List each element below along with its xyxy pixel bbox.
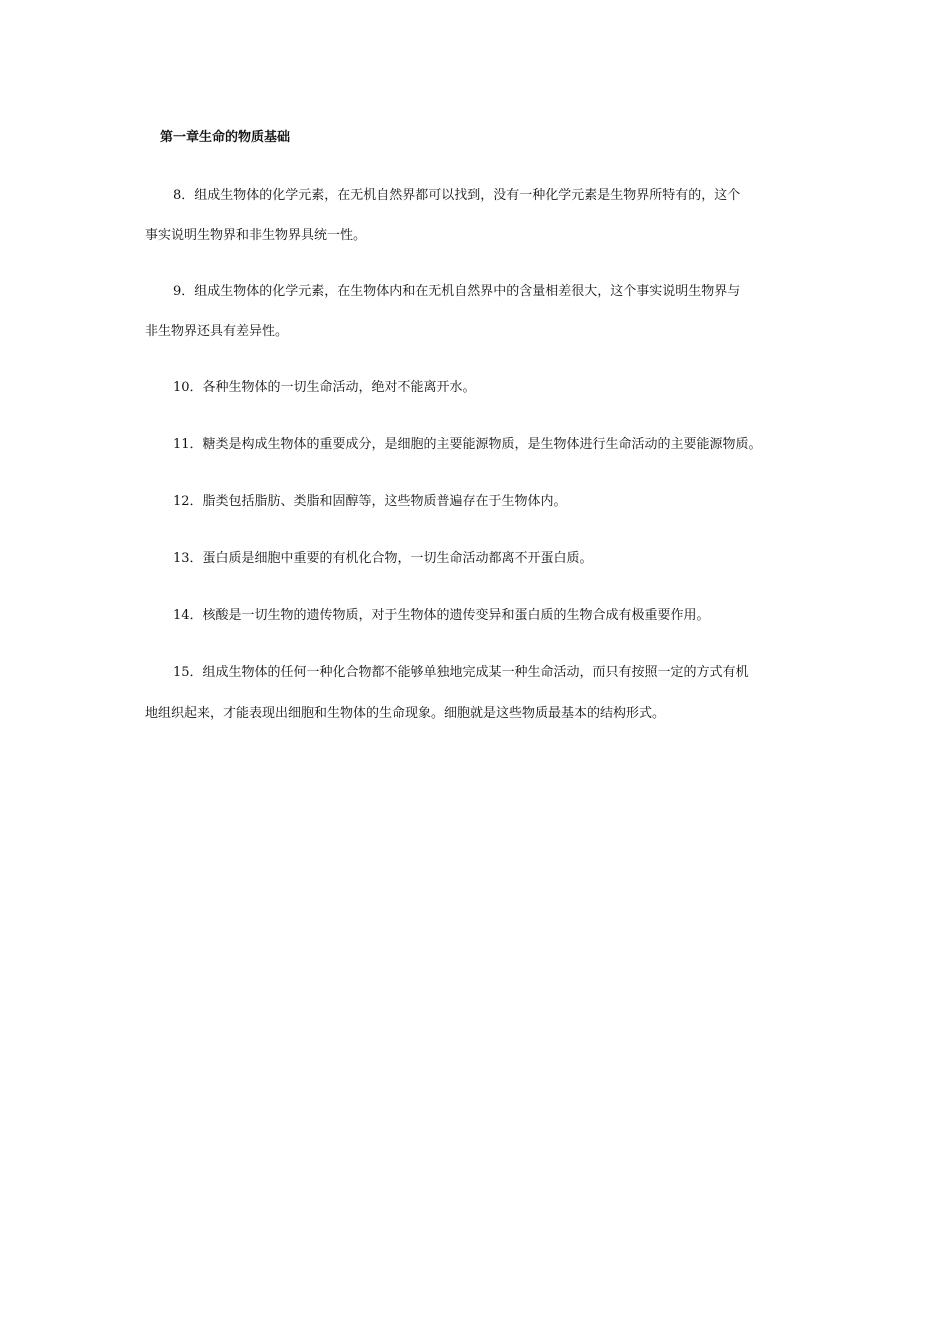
- item-12-line-1: 12．脂类包括脂肪、类脂和固醇等，这些物质普遍存在于生物体内。: [173, 494, 567, 509]
- chapter-title: 第一章生命的物质基础: [160, 130, 291, 145]
- item-15-line-2: 地组织起来，才能表现出细胞和生物体的生命现象。细胞就是这些物质最基本的结构形式。: [145, 706, 666, 721]
- item-13-line-1: 13．蛋白质是细胞中重要的有机化合物，一切生命活动都离不开蛋白质。: [173, 551, 593, 566]
- item-10-line-1: 10．各种生物体的一切生命活动，绝对不能离开水。: [173, 380, 476, 395]
- item-11-line-1: 11．糖类是构成生物体的重要成分，是细胞的主要能源物质，是生物体进行生命活动的主要能源物质。: [173, 437, 762, 452]
- item-9-line-1: 9．组成生物体的化学元素，在生物体内和在无机自然界中的含量相差很大，这个事实说明生物界与: [173, 284, 741, 299]
- item-8-line-2: 事实说明生物界和非生物界具统一性。: [145, 228, 367, 243]
- item-8-line-1: 8．组成生物体的化学元素，在无机自然界都可以找到，没有一种化学元素是生物界所特有的，这个: [173, 188, 741, 203]
- item-14-line-1: 14．核酸是一切生物的遗传物质，对于生物体的遗传变异和蛋白质的生物合成有极重要作用。: [173, 608, 710, 623]
- item-9-line-2: 非生物界还具有差异性。: [145, 324, 289, 339]
- item-15-line-1: 15．组成生物体的任何一种化合物都不能够单独地完成某一种生命活动，而只有按照一定的方式有机: [173, 665, 749, 680]
